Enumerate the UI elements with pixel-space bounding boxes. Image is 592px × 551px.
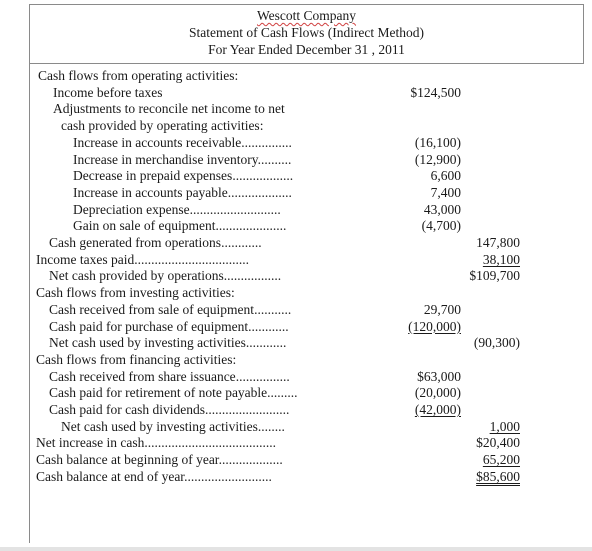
row-label-text: Net increase in cash: [36, 435, 145, 451]
amount-total: (90,300): [473, 335, 520, 351]
statement-row: [30, 235, 585, 251]
row-label-text: Cash balance at beginning of year: [36, 452, 219, 468]
row-label-text: Decrease in prepaid expenses: [73, 168, 233, 184]
amount-detail: (20,000): [414, 385, 461, 401]
statement-header: [29, 4, 584, 64]
row-label: [73, 185, 292, 201]
statement-row: [30, 435, 585, 451]
amount-detail: (4,700): [421, 218, 461, 234]
row-label: [36, 452, 283, 468]
statement-row: [30, 419, 585, 435]
row-label-text: Increase in accounts receivable: [73, 134, 242, 150]
statement-row: [30, 168, 585, 184]
row-label: [73, 135, 292, 151]
row-label: [49, 302, 291, 318]
row-label: [73, 152, 291, 168]
row-label: [49, 385, 298, 401]
row-label-text: Cash flows from operating activities:: [38, 68, 239, 83]
statement-row: [30, 202, 585, 218]
row-label-text: Cash paid for cash dividends: [49, 402, 205, 417]
statement-row: [30, 285, 585, 301]
dot-leader: .........: [267, 385, 298, 401]
amount-total: 1,000: [489, 418, 520, 434]
row-label-text: Cash flows from investing activities:: [36, 285, 235, 301]
company-name-text: Wescott Company: [256, 8, 357, 23]
row-label-text: Net cash used by investing activities: [61, 418, 258, 434]
statement-row: [30, 118, 585, 134]
amount-total: $109,700: [469, 268, 520, 284]
amount-total: $85,600: [476, 468, 520, 484]
dot-leader: .................: [223, 268, 282, 284]
dot-leader: ............: [245, 335, 287, 351]
row-label: [49, 235, 262, 251]
amount-total: 147,800: [476, 235, 520, 250]
amount-total: $20,400: [476, 435, 520, 451]
row-label-text: Gain on sale of equipment: [73, 218, 216, 234]
statement-title: Statement of Cash Flows (Indirect Method): [188, 25, 425, 40]
dot-leader: ........: [257, 418, 285, 434]
dot-leader: ...............: [241, 134, 292, 150]
dot-leader: ...........: [254, 301, 292, 317]
row-label: [49, 369, 290, 385]
row-label: [49, 268, 281, 284]
row-label-text: Cash received from share issuance: [49, 368, 236, 384]
row-label-text: Income taxes paid: [36, 251, 135, 267]
row-label-text: Increase in merchandise inventory: [73, 151, 258, 167]
row-label: [36, 285, 235, 301]
amount-detail: 43,000: [423, 201, 461, 217]
row-label: [49, 319, 289, 335]
dot-leader: .........................: [204, 402, 290, 417]
dot-leader: ..................: [232, 168, 294, 184]
amount-detail: 6,600: [430, 168, 461, 184]
amount-total: 65,200: [482, 452, 520, 468]
statement-row: [30, 135, 585, 151]
row-label-text: Cash received from sale of equipment: [49, 301, 255, 317]
statement-row: [30, 335, 585, 351]
dot-leader: .....................: [215, 218, 287, 234]
row-label: [61, 419, 285, 435]
statement-row: [30, 352, 585, 368]
amount-detail: 29,700: [423, 301, 461, 317]
row-label-text: Cash paid for retirement of note payable: [49, 385, 268, 401]
row-label-text: cash provided by operating activities:: [61, 118, 264, 134]
row-label-text: Net cash provided by operations: [49, 268, 224, 284]
statement-period: For Year Ended December 31 , 2011: [208, 42, 405, 57]
statement-row: [30, 469, 585, 485]
amount-detail: (16,100): [414, 134, 461, 150]
row-label: [36, 469, 272, 485]
row-label-text: Increase in accounts payable: [73, 184, 228, 200]
statement-row: [30, 302, 585, 318]
statement-row: [30, 268, 585, 284]
row-label: [61, 118, 263, 134]
row-label: [53, 85, 162, 101]
amount-detail: $63,000: [417, 368, 461, 384]
row-label-text: Income before taxes: [53, 84, 163, 100]
row-label-text: Cash balance at end of year: [36, 468, 185, 484]
dot-leader: ...................: [218, 452, 283, 468]
page-bottom-edge: [0, 547, 592, 551]
dot-leader: .......................................: [144, 435, 276, 451]
statement-row: [30, 252, 585, 268]
row-label-text: Depreciation expense: [73, 201, 190, 217]
amount-detail: (42,000): [414, 402, 461, 417]
dot-leader: ...................: [227, 184, 292, 200]
row-label: [36, 252, 249, 268]
dot-leader: ..........................: [184, 468, 272, 484]
statement-body: [29, 64, 584, 543]
statement-row: [30, 402, 585, 418]
row-label: [36, 435, 276, 451]
row-label: [73, 218, 286, 234]
row-label: [53, 101, 285, 117]
row-label-text: Cash generated from operations: [49, 235, 222, 250]
statement-row: [30, 68, 585, 84]
statement-row: [30, 218, 585, 234]
statement-row: [30, 452, 585, 468]
row-label-text: Cash paid for purchase of equipment: [49, 318, 249, 334]
dot-leader: ................: [235, 368, 290, 384]
dot-leader: ...........................: [189, 201, 281, 217]
row-label: [49, 402, 289, 418]
amount-detail: (12,900): [414, 151, 461, 167]
amount-detail: $124,500: [410, 84, 461, 100]
row-label: [73, 168, 293, 184]
statement-row: [30, 385, 585, 401]
statement-row: [30, 319, 585, 335]
dot-leader: ............: [248, 318, 289, 334]
amount-total: 38,100: [482, 251, 520, 267]
dot-leader: ..................................: [134, 251, 249, 267]
statement-row: [30, 101, 585, 117]
row-label: [49, 335, 286, 351]
statement-row: [30, 369, 585, 385]
row-label: [36, 352, 236, 368]
dot-leader: ..........: [257, 151, 292, 167]
company-name: [30, 7, 583, 24]
dot-leader: ............: [221, 235, 262, 250]
row-label-text: Net cash used by investing activities: [49, 335, 246, 351]
statement-row: [30, 85, 585, 101]
statement-row: [30, 152, 585, 168]
amount-detail: (120,000): [408, 318, 461, 334]
row-label-text: Adjustments to reconcile net income to net: [53, 101, 285, 117]
row-label: [38, 68, 238, 84]
amount-detail: 7,400: [430, 184, 461, 200]
row-label: [73, 202, 281, 218]
row-label-text: Cash flows from financing activities:: [36, 351, 237, 367]
statement-row: [30, 185, 585, 201]
